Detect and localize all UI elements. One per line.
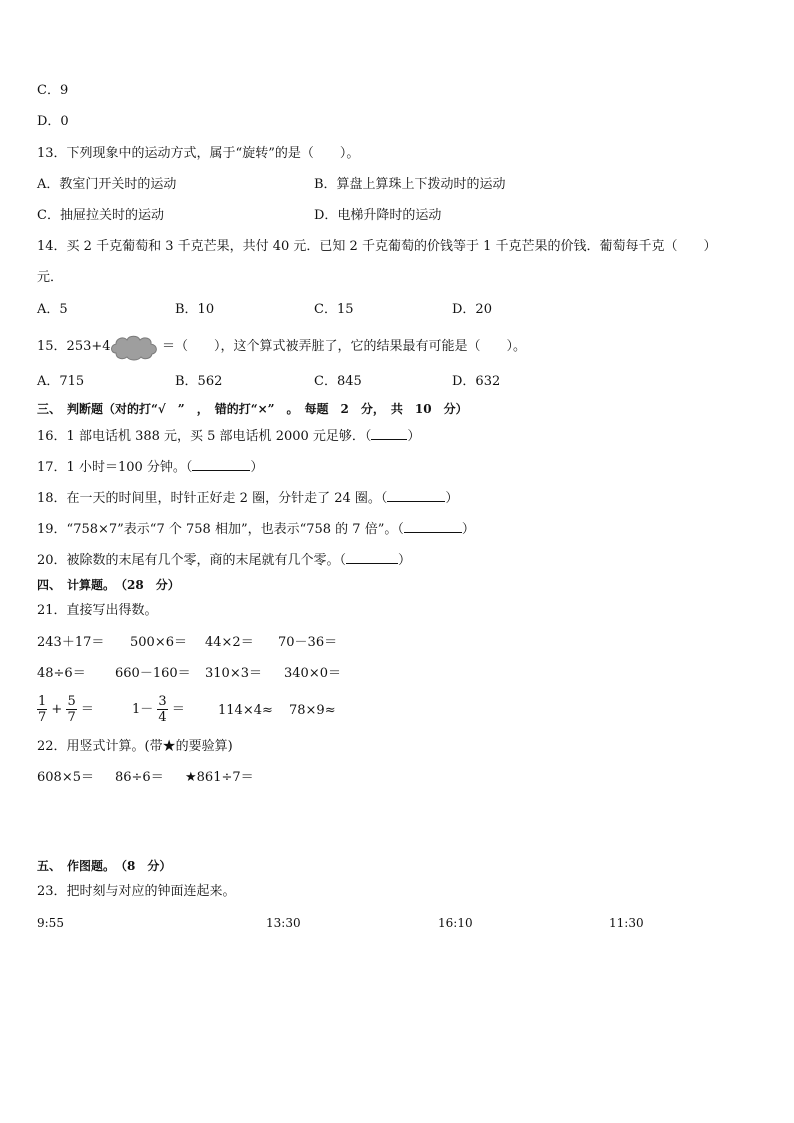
calc-item: 114×4≈: [218, 703, 273, 718]
calc-item: 660－160＝: [115, 666, 191, 681]
q19: 19．“758×7”表示“7 个 758 相加”，也表示“758 的 7 倍”。（ ）: [37, 522, 475, 537]
time-label: 9:55: [37, 916, 64, 930]
calc-item: 243＋17＝: [37, 635, 105, 650]
answer-blank[interactable]: [346, 551, 398, 564]
calc-item: 70－36＝: [278, 635, 338, 650]
calc-item: 340×0＝: [284, 666, 341, 681]
fraction: $\frac{1}{7}$: [38, 694, 47, 725]
q14-stem-line2: 元．: [37, 270, 64, 285]
q18: 18．在一天的时间里，时针正好走 2 圈，分针走了 24 圈。（ ）: [37, 491, 459, 506]
answer-blank[interactable]: [387, 489, 445, 502]
q15-stem-suffix: ＝（ ），这个算式被弄脏了，它的结果最有可能是（ ）。: [162, 339, 527, 354]
section-3-title: 三、 判断题（对的打“√ ” ， 错的打“×” 。 每题 2 分， 共 10 分）: [37, 402, 468, 416]
q12-option-d: D．0: [37, 114, 69, 129]
answer-blank[interactable]: [371, 427, 407, 440]
q13-option-b: B．算盘上算珠上下拨动时的运动: [314, 177, 506, 192]
q13-stem: 13．下列现象中的运动方式，属于“旋转”的是（ ）。: [37, 146, 360, 161]
answer-blank[interactable]: [192, 458, 250, 471]
time-label: 13:30: [266, 916, 301, 930]
fraction: $\frac{5}{7}$: [67, 694, 76, 725]
q15-option-b: B．562: [175, 374, 223, 389]
calc-item: 608×5＝: [37, 770, 94, 785]
smudge-cloud-icon: [108, 333, 160, 361]
q14-option-d: D．20: [452, 302, 492, 317]
calc-item: 310×3＝: [205, 666, 262, 681]
q21-stem: 21．直接写出得数。: [37, 603, 158, 618]
q20: 20．被除数的末尾有几个零，商的末尾就有几个零。（ ）: [37, 553, 412, 568]
q15-stem-prefix: 15．253+4: [37, 339, 111, 354]
q15-option-d: D．632: [452, 374, 501, 389]
q14-option-b: B．10: [175, 302, 215, 317]
q13-option-a: A．教室门开关时的运动: [37, 177, 177, 192]
q22-stem: 22．用竖式计算。(带★的要验算): [37, 739, 233, 754]
q23-stem: 23．把时刻与对应的钟面连起来。: [37, 884, 236, 899]
calc-item: 78×9≈: [289, 703, 336, 718]
time-label: 11:30: [609, 916, 644, 930]
q14-option-a: A．5: [37, 302, 68, 317]
fraction: $\frac{3}{4}$: [158, 694, 167, 725]
q13-option-d: D．电梯升降时的运动: [314, 208, 442, 223]
answer-blank[interactable]: [404, 520, 462, 533]
calc-item: 48÷6＝: [37, 666, 86, 681]
q14-option-c: C．15: [314, 302, 354, 317]
q16: 16．1 部电话机 388 元，买 5 部电话机 2000 元足够．（ ）: [37, 429, 421, 444]
section-5-title: 五、 作图题。 （8 分）: [37, 859, 172, 873]
q12-option-c: C．9: [37, 83, 69, 98]
q17: 17．1 小时＝100 分钟。（ ）: [37, 460, 264, 475]
q15-option-c: C．845: [314, 374, 362, 389]
q13-option-c: C．抽屉拉关时的运动: [37, 208, 164, 223]
calc-item: 86÷6＝: [115, 770, 164, 785]
q15-option-a: A．715: [37, 374, 85, 389]
fraction-expression-2: 1－ $\frac{3}{4}$ ＝: [132, 694, 185, 725]
q14-stem-line1: 14．买 2 千克葡萄和 3 千克芒果，共付 40 元．已知 2 千克葡萄的价钱等于 1 千克芒果的价钱．葡萄每千克（ ）: [37, 239, 717, 254]
calc-item: 500×6＝: [130, 635, 187, 650]
calc-item: 44×2＝: [205, 635, 254, 650]
fraction-expression-1: $\frac{1}{7}$ + $\frac{5}{7}$ ＝: [38, 694, 94, 725]
time-label: 16:10: [438, 916, 473, 930]
calc-item: ★861÷7＝: [185, 770, 254, 785]
section-4-title: 四、 计算题。 （28 分）: [37, 578, 180, 592]
